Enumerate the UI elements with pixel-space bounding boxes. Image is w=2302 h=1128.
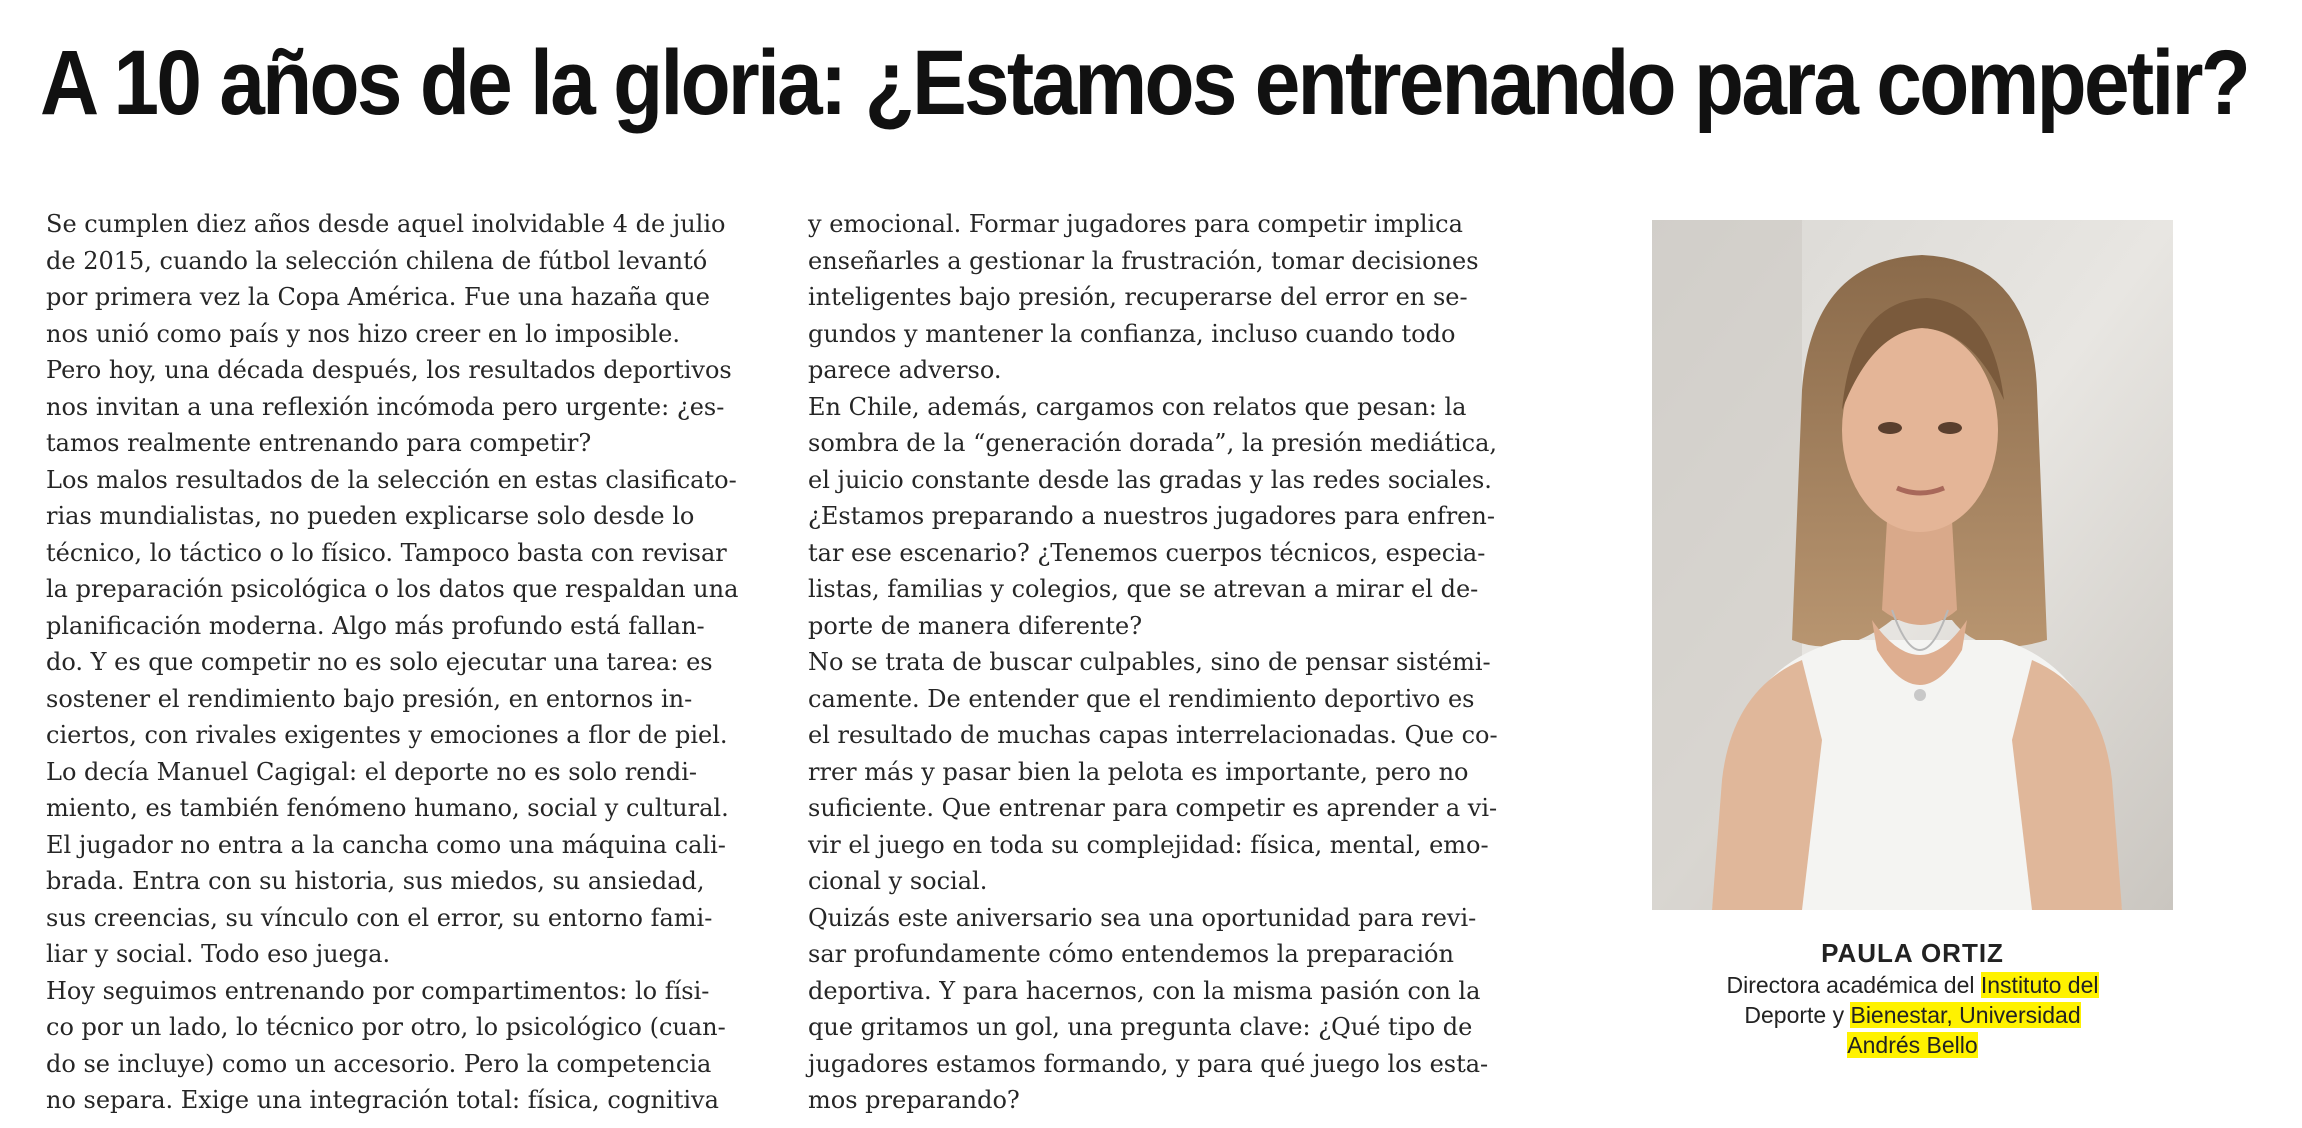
- article-text-line: Los malos resultados de la selección en estas clasificato-: [46, 465, 737, 494]
- article-text-line: técnico, lo táctico o lo físico. Tampoco basta con revisar: [46, 538, 727, 567]
- author-caption: [1640, 936, 2185, 1060]
- article-text-line: do. Y es que competir no es solo ejecutar una tarea: es: [46, 648, 713, 676]
- article-text-line: rias mundialistas, no pueden explicarse solo desde lo: [46, 502, 695, 530]
- article-text-line: do se incluye) como un accesorio. Pero la competencia: [46, 1049, 712, 1078]
- article-text-line: ¿Estamos preparando a nuestros jugadores para enfren-: [808, 502, 1495, 530]
- article-text-line: que gritamos un gol, una pregunta clave: ¿Qué tipo de: [808, 1013, 1473, 1041]
- article-text-line: listas, familias y colegios, que se atrevan a mirar el de-: [808, 575, 1479, 603]
- article-text-line: por primera vez la Copa América. Fue una hazaña que: [46, 283, 710, 311]
- article-text-line: nos unió como país y nos hizo creer en lo imposible.: [46, 319, 681, 348]
- author-role: [1640, 970, 2185, 1060]
- article-column-1: [46, 206, 766, 1119]
- article-text-line: sar profundamente cómo entendemos la preparación: [808, 940, 1454, 968]
- article-text-line: vir el juego en toda su complejidad: física, mental, emo-: [808, 830, 1489, 859]
- article-text-line: de 2015, cuando la selección chilena de fútbol levantó: [46, 246, 708, 275]
- article-text-line: No se trata de buscar culpables, sino de pensar sistémi-: [808, 648, 1491, 676]
- article-text-line: porte de manera diferente?: [808, 611, 1143, 640]
- article-text-line: la preparación psicológica o los datos que respaldan una: [46, 575, 739, 603]
- article-text-line: y emocional. Formar jugadores para competir implica: [808, 210, 1463, 238]
- role-text-highlighted: Andrés Bello: [1847, 1032, 1978, 1058]
- article-text-line: sus creencias, su vínculo con el error, su entorno fami-: [46, 903, 713, 932]
- role-text-highlighted: Instituto del: [1980, 972, 2099, 998]
- article-text-line: Quizás este aniversario sea una oportunidad para revi-: [808, 903, 1477, 932]
- article-text-line: Se cumplen diez años desde aquel inolvidable 4 de julio: [46, 210, 726, 238]
- article-text-line: Lo decía Manuel Cagigal: el deporte no es solo rendi-: [46, 757, 698, 786]
- article-text-line: liar y social. Todo eso juega.: [46, 940, 391, 968]
- role-text-highlighted: Bienestar, Universidad: [1850, 1002, 2081, 1028]
- author-name: PAULA ORTIZ: [1821, 938, 2004, 968]
- article-text-line: En Chile, además, cargamos con relatos que pesan: la: [808, 392, 1467, 421]
- role-text: Deporte y: [1744, 1002, 1851, 1028]
- article-text-line: brada. Entra con su historia, sus miedos, su ansiedad,: [46, 867, 705, 895]
- article-text-line: Hoy seguimos entrenando por compartimentos: lo físi-: [46, 976, 710, 1005]
- article-text-line: el resultado de muchas capas interrelacionadas. Que co-: [808, 721, 1498, 749]
- article-text-line: parece adverso.: [808, 356, 1002, 384]
- portrait-image: [1652, 220, 2173, 910]
- article-text-line: nos invitan a una reflexión incómoda pero urgente: ¿es-: [46, 392, 725, 421]
- article-text-line: co por un lado, lo técnico por otro, lo psicológico (cuan-: [46, 1013, 726, 1041]
- article-text-line: Pero hoy, una década después, los resultados deportivos: [46, 356, 732, 384]
- article-text-line: enseñarles a gestionar la frustración, tomar decisiones: [808, 246, 1479, 275]
- article-text-line: rrer más y pasar bien la pelota es importante, pero no: [808, 757, 1469, 786]
- article-text-line: tamos realmente entrenando para competir?: [46, 429, 592, 457]
- article-text-line: camente. De entender que el rendimiento deportivo es: [808, 684, 1475, 713]
- article-text-line: el juicio constante desde las gradas y las redes sociales.: [808, 465, 1492, 494]
- article-text-line: planificación moderna. Algo más profundo está fallan-: [46, 611, 705, 640]
- article-text-line: jugadores estamos formando, y para qué juego los esta-: [808, 1049, 1489, 1078]
- article-column-2: [808, 206, 1528, 1119]
- author-photo: [1652, 220, 2173, 910]
- article-text-line: mos preparando?: [808, 1086, 1020, 1114]
- article-text-line: suficiente. Que entrenar para competir es aprender a vi-: [808, 794, 1498, 822]
- article-text-line: ciertos, con rivales exigentes y emociones a flor de piel.: [46, 721, 728, 749]
- article-text-line: tar ese escenario? ¿Tenemos cuerpos técnicos, especia-: [808, 538, 1486, 567]
- role-text: Directora académica del: [1726, 972, 1981, 998]
- article-text-line: deportiva. Y para hacernos, con la misma pasión con la: [808, 976, 1481, 1005]
- article-text-line: cional y social.: [808, 867, 988, 895]
- article-headline: A 10 años de la gloria: ¿Estamos entrenando para competir?: [40, 32, 2249, 134]
- article-text-line: El jugador no entra a la cancha como una máquina cali-: [46, 830, 726, 859]
- article-text-line: no separa. Exige una integración total: física, cognitiva: [46, 1086, 719, 1114]
- article-text-line: miento, es también fenómeno humano, social y cultural.: [46, 794, 729, 822]
- article-text-line: inteligentes bajo presión, recuperarse del error en se-: [808, 283, 1468, 311]
- article-text-line: sostener el rendimiento bajo presión, en entornos in-: [46, 684, 693, 713]
- article-text-line: gundos y mantener la confianza, incluso cuando todo: [808, 319, 1456, 348]
- article-text-line: sombra de la “generación dorada”, la presión mediática,: [808, 429, 1498, 457]
